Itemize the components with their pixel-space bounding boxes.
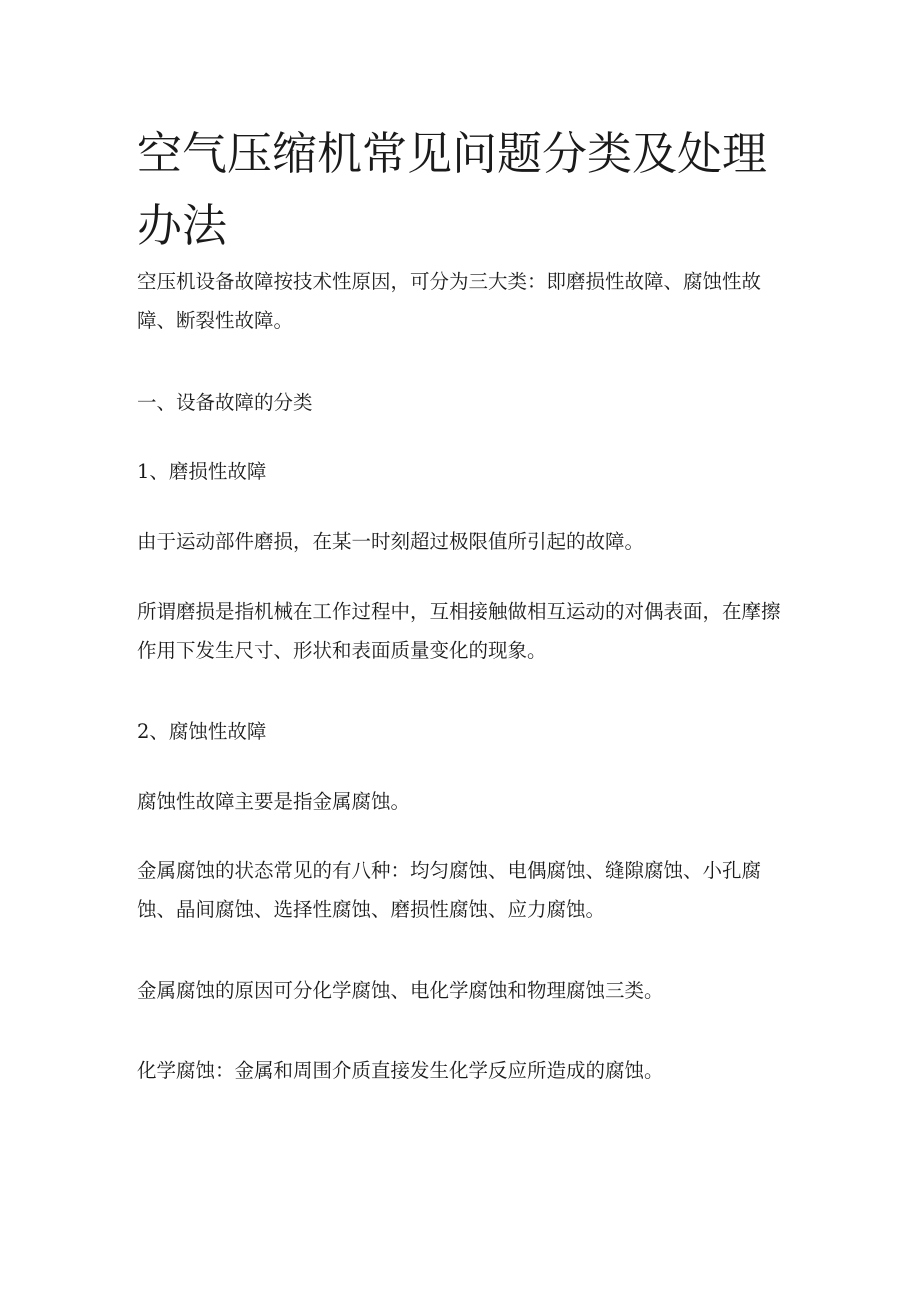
wear-fault-definition: 由于运动部件磨损，在某一时刻超过极限值所引起的故障。 xyxy=(137,530,645,553)
corrosion-types: 金属腐蚀的状态常见的有八种：均匀腐蚀、电偶腐蚀、缝隙腐蚀、小孔腐蚀、晶间腐蚀、选择性腐蚀、磨损性腐蚀、应力腐蚀。 xyxy=(137,859,762,921)
document-title: 空气压缩机常见问题分类及处理办法 xyxy=(137,127,768,252)
wear-explanation: 所谓磨损是指机械在工作过程中，互相接触做相互运动的对偶表面，在摩擦作用下发生尺寸、形状和表面质量变化的现象。 xyxy=(137,600,781,662)
corrosion-causes: 金属腐蚀的原因可分化学腐蚀、电化学腐蚀和物理腐蚀三类。 xyxy=(137,979,664,1002)
intro-paragraph: 空压机设备故障按技术性原因，可分为三大类：即磨损性故障、腐蚀性故障、断裂性故障。 xyxy=(137,270,762,332)
subheading-corrosion-fault: 2、腐蚀性故障 xyxy=(137,720,267,743)
chemical-corrosion-definition: 化学腐蚀：金属和周围介质直接发生化学反应所造成的腐蚀。 xyxy=(137,1059,664,1082)
section-heading-fault-classification: 一、设备故障的分类 xyxy=(137,391,313,414)
subheading-wear-fault: 1、磨损性故障 xyxy=(137,460,267,483)
corrosion-fault-definition: 腐蚀性故障主要是指金属腐蚀。 xyxy=(137,790,411,813)
